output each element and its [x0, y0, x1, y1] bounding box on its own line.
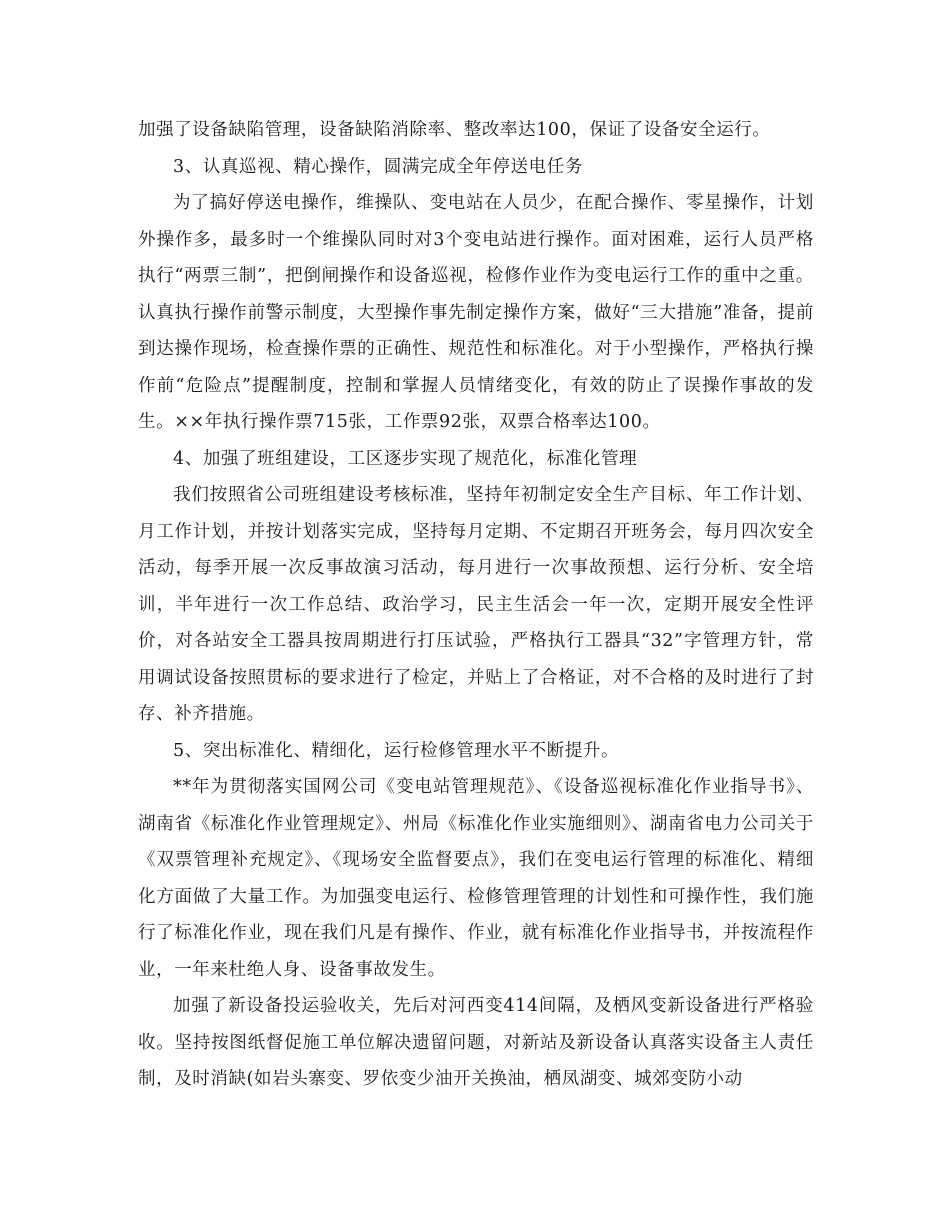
paragraph-new-equipment-acceptance: 加强了新设备投运验收关，先后对河西变414间隔，及栖风变新设备进行严格验收。坚持按图纸督促施工单位解决遗留问题，对新站及新设备认真落实设备主人责任制，及时消缺(如岩头寨变、罗依变少油开关换油，栖凤湖变、城郊变防小动 [138, 996, 814, 1089]
paragraph-team-building: 我们按照省公司班组建设考核标准，坚持年初制定安全生产目标、年工作计划、月工作计划，并按计划落实完成，坚持每月定期、不定期召开班务会，每月四次安全活动，每季开展一次反事故演习活动，每月进行一次事故预想、运行分析、安全培训，半年进行一次工作总结、政治学习，民主生活会一年一次，定期开展安全性评价，对各站安全工器具按周期进行打压试验，严格执行工器具“32”字管理方针，常用调试设备按照贯标的要求进行了检定，并贴上了合格证，对不合格的及时进行了封存、补齐措施。 [138, 485, 814, 724]
paragraph-continuation: 加强了设备缺陷管理，设备缺陷消除率、整改率达100，保证了设备安全运行。 [138, 120, 771, 140]
document-body [138, 112, 814, 1098]
section-heading-5: 5、突出标准化、精细化，运行检修管理水平不断提升。 [173, 740, 620, 761]
paragraph-standardization: **年为贯彻落实国网公司《变电站管理规范》、《设备巡视标准化作业指导书》、湖南省《标准化作业管理规定》、州局《标准化作业实施细则》、湖南省电力公司关于《双票管理补充规定》、《现场安全监督要点》，我们在变电运行管理的标准化、精细化方面做了大量工作。为加强变电运行、检修管理管理的计划性和可操作性，我们施行了标准化作业，现在我们凡是有操作、作业，就有标准化作业指导书，并按流程作业，一年来杜绝人身、设备事故发生。 [138, 777, 814, 980]
paragraph-switching-operations: 为了搞好停送电操作，维操队、变电站在人员少，在配合操作、零星操作，计划外操作多，最多时一个维操队同时对3个变电站进行操作。面对困难，运行人员严格执行“两票三制”，把倒闸操作和设备巡视，检修作业作为变电运行工作的重中之重。认真执行操作前警示制度，大型操作事先制定操作方案，做好“三大措施”准备，提前到达操作现场，检查操作票的正确性、规范性和标准化。对于小型操作，严格执行操作前“危险点”提醒制度，控制和掌握人员情绪变化，有效的防止了误操作事故的发生。××年执行操作票715张，工作票92张，双票合格率达100。 [138, 193, 814, 432]
section-heading-3: 3、认真巡视、精心操作，圆满完成全年停送电任务 [173, 156, 583, 177]
section-heading-4: 4、加强了班组建设，工区逐步实现了规范化，标准化管理 [173, 448, 638, 469]
